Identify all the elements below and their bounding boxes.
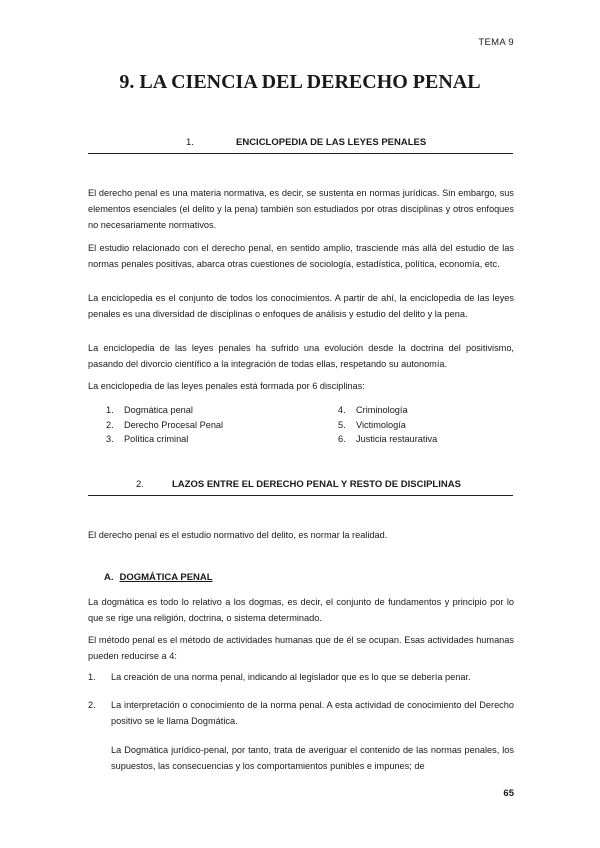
disciplines-list-left [106, 403, 223, 447]
paragraph: El método penal es el método de actividades humanas que de él se ocupan. Esas actividades humanas pueden reducirse a 4: [88, 635, 514, 661]
list-item: 6. Justicia restaurativa [338, 434, 438, 444]
section-heading-2 [88, 479, 513, 496]
ordered-list-item: 1. La creación de una norma penal, indicando al legislador que es lo que se debería penar. [88, 672, 471, 682]
list-item: 2. Derecho Procesal Penal [106, 419, 224, 430]
list-item: 5. Victimología [338, 419, 406, 430]
page-title: 9. LA CIENCIA DEL DERECHO PENAL [119, 71, 481, 93]
section-label: ENCICLOPEDIA DE LAS LEYES PENALES [236, 137, 427, 148]
paragraph: La dogmática es todo lo relativo a los dogmas, es decir, el conjunto de fundamentos y principio por lo que se rige una religión, doctrina, o sistema determinado. [88, 597, 514, 623]
list-item: 1. Dogmática penal [106, 405, 193, 415]
header-topic: TEMA 9 [478, 37, 514, 48]
list-item: 3. Política criminal [106, 434, 189, 444]
disciplines-list-right [338, 403, 437, 447]
subsection-letter: A. [104, 572, 114, 583]
paragraph: La enciclopedia es el conjunto de todos los conocimientos. A partir de ahí, la enciclopedia de las leyes penales es una diversidad de disciplinas o enfoques de análisis y estudio del delito y la pena. [88, 293, 514, 319]
ordered-list-item: 2. La interpretación o conocimiento de la norma penal. A esta actividad de conocimiento del Derecho positivo se le llama Dogmática. [88, 700, 514, 726]
paragraph: La enciclopedia de las leyes penales está formada por 6 disciplinas: [88, 381, 365, 391]
subsection-label: DOGMÁTICA PENAL [119, 572, 213, 583]
section-number: 1. [186, 137, 194, 148]
paragraph: La Dogmática jurídico-penal, por tanto, trata de averiguar el contenido de las normas penales, los supuestos, las consecuencias y los comportamientos punibles e impunes; de [111, 745, 514, 771]
paragraph: La enciclopedia de las leyes penales ha sufrido una evolución desde la doctrina del positivismo, pasando del divorcio científico a la integración de todas ellas, respetando su autonomía. [88, 343, 514, 369]
paragraph: El derecho penal es una materia normativa, es decir, se sustenta en normas jurídicas. Sin embargo, sus elementos esenciales (el delito y la pena) también son estudiados por otras disciplinas y otros enfoques no necesariamente normativos. [88, 188, 514, 230]
section-heading-1 [88, 137, 513, 154]
page-number: 65 [503, 788, 514, 799]
subsection-heading-a [104, 572, 213, 583]
section-number: 2. [136, 479, 144, 490]
list-item: 4. Criminología [338, 405, 408, 415]
paragraph: El estudio relacionado con el derecho penal, en sentido amplio, trasciende más allá del estudio de las normas penales positivas, abarca otras cuestiones de sociología, estadística, política, economía, etc. [88, 243, 514, 269]
paragraph: El derecho penal es el estudio normativo del delito, es normar la realidad. [88, 530, 388, 540]
section-label: LAZOS ENTRE EL DERECHO PENAL Y RESTO DE DISCIPLINAS [172, 479, 461, 490]
